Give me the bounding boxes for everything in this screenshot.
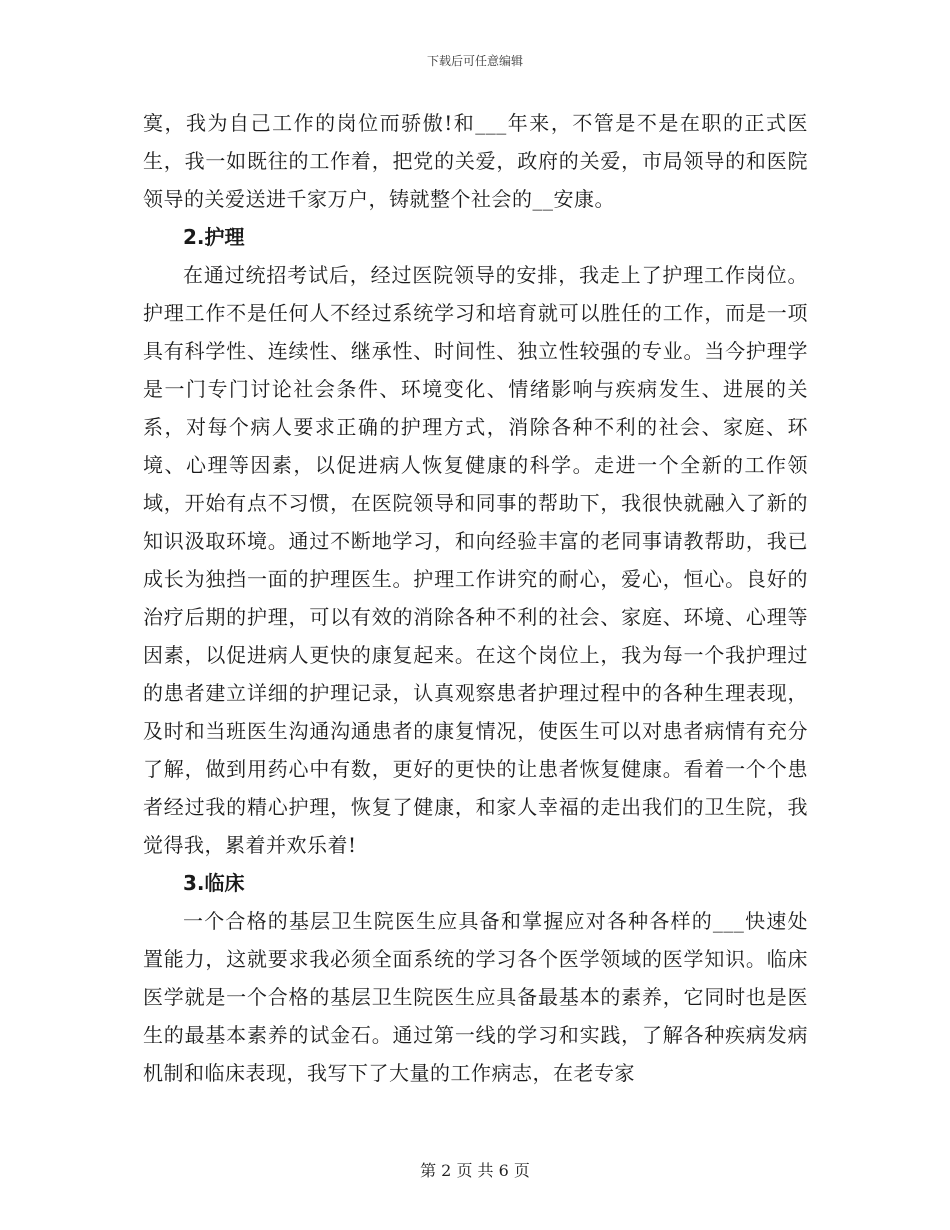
paragraph-clinical: 一个合格的基层卫生院医生应具备和掌握应对各种各样的___快速处置能力，这就要求我必须全面系统的学习各个医学领域的医学知识。临床医学就是一个合格的基层卫生院医生应具备最基本的素养，它同时也是医生的最基本素养的试金石。通过第一线的学习和实践，了解各种疾病发病机制和临床表现，我写下了大量的工作病志，在老专家 [143, 909, 808, 1085]
paragraph-continuation: 寞，我为自己工作的岗位而骄傲!和___年来，不管是不是在职的正式医生，我一如既往的工作着，把党的关爱，政府的关爱，市局领导的和医院领导的关爱送进千家万户，铸就整个社会的__安康。 [143, 111, 808, 211]
paragraph-nursing: 在通过统招考试后，经过医院领导的安排，我走上了护理工作岗位。护理工作不是任何人不经过系统学习和培育就可以胜任的工作，而是一项具有科学性、连续性、继承性、时间性、独立性较强的专业。当今护理学是一门专门讨论社会条件、环境变化、情绪影响与疾病发生、进展的关系，对每个病人要求正确的护理方式，消除各种不利的社会、家庭、环境、心理等因素，以促进病人恢复健康的科学。走进一个全新的工作领域，开始有点不习惯，在医院领导和同事的帮助下，我很快就融入了新的知识汲取环境。通过不断地学习，和向经验丰富的老同事请教帮助，我已成长为独挡一面的护理医生。护理工作讲究的耐心，爱心，恒心。良好的治疗后期的护理，可以有效的消除各种不利的社会、家庭、环境、心理等因素，以促进病人更快的康复起来。在这个岗位上，我为每一个我护理过的患者建立详细的护理记录，认真观察患者护理过程中的各种生理表现，及时和当班医生沟通沟通患者的康复情况，使医生可以对患者病情有充分了解，做到用药心中有数，更好的更快的让患者恢复健康。看着一个个患者经过我的精心护理，恢复了健康，和家人幸福的走出我们的卫生院，我觉得我，累着并欢乐着! [143, 263, 808, 857]
document-body [143, 104, 808, 1092]
section-heading-clinical: 3.临床 [183, 871, 245, 895]
page-header: 下载后可任意编辑 [426, 54, 523, 68]
page-footer: 第 2 页 共 6 页 [420, 1161, 530, 1180]
section-heading-nursing: 2.护理 [183, 225, 245, 249]
